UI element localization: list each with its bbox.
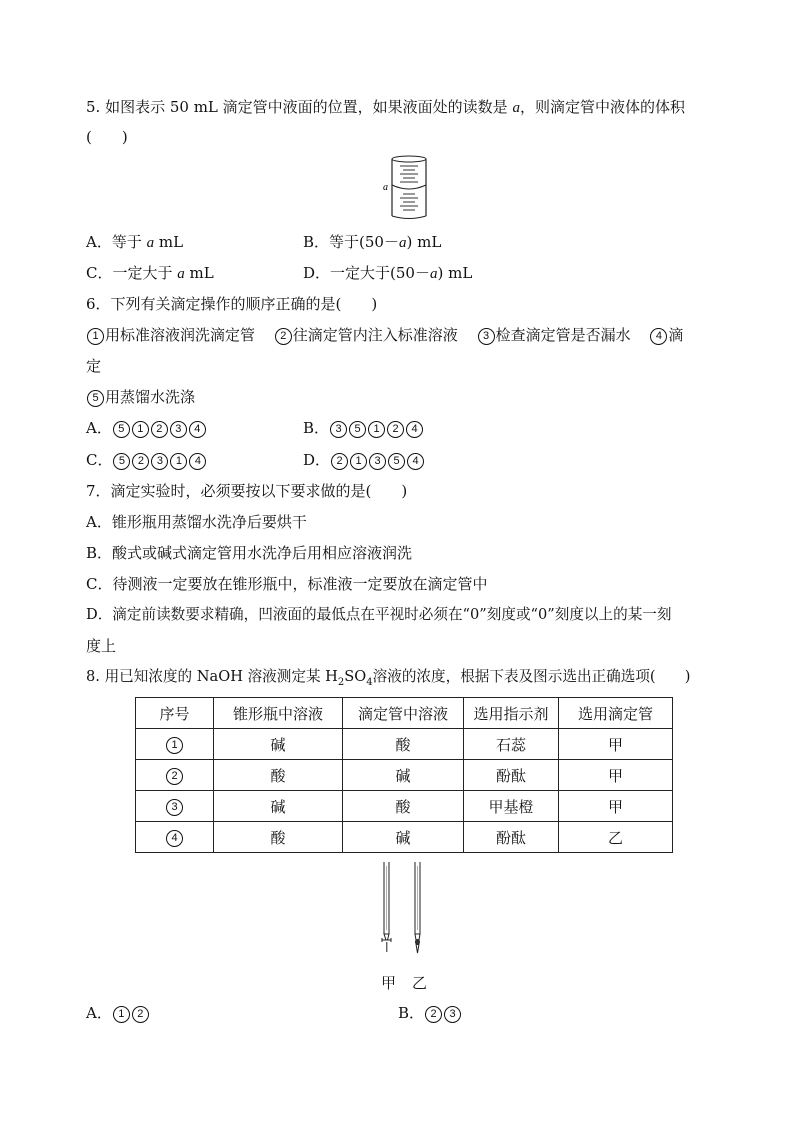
table-row	[136, 760, 673, 791]
table-cell: 石蕊	[464, 729, 559, 760]
q7-option-a: A．锥形瓶用蒸馏水洗净后要烘干	[86, 513, 307, 531]
q7-option-d-line2: 度上	[86, 637, 117, 655]
table-cell: 碱	[343, 760, 464, 791]
table-cell: 酸	[214, 760, 343, 791]
table-cell: 碱	[214, 729, 343, 760]
table-header-cell: 选用滴定管	[559, 698, 673, 729]
q6-option-c: C． 5 2 3 1 4	[86, 450, 207, 470]
q8-option-b: B． 2 3	[398, 1003, 462, 1023]
burette-yi	[415, 862, 420, 953]
row-number: 3	[166, 799, 183, 816]
table-cell: 碱	[343, 822, 464, 853]
table-cell: 甲	[559, 729, 673, 760]
table-cell: 酸	[343, 729, 464, 760]
table-row	[136, 822, 673, 853]
table-header-row	[136, 698, 673, 729]
table-cell: 酸	[214, 822, 343, 853]
table-cell: 甲	[559, 791, 673, 822]
var-a: a	[512, 100, 520, 116]
q7-stem: 7．滴定实验时，必须要按以下要求做的是( )	[86, 482, 408, 500]
q7-option-b: B．酸式或碱式滴定管用水洗净后用相应溶液润洗	[86, 544, 413, 562]
q6-steps-line1: 1 用标准溶液润洗滴定管 2 往滴定管内注入标准溶液 3 检查滴定管是否漏水 4 滴	[86, 325, 683, 345]
q5-option-a: A．等于 a mL	[86, 233, 184, 251]
q5-answer-paren: ( )	[86, 128, 128, 146]
row-number: 4	[166, 830, 183, 847]
q6-option-d: D． 2 1 3 5 4	[303, 450, 425, 470]
label-jia: 甲	[381, 974, 397, 992]
burettes-figure	[370, 860, 430, 960]
table-cell: 酚酞	[464, 760, 559, 791]
table-header-cell: 滴定管中溶液	[343, 698, 464, 729]
table-cell: 酸	[343, 791, 464, 822]
q6-steps-line2: 定	[86, 357, 102, 375]
figure-label-a: a	[383, 182, 388, 193]
table-header-cell: 序号	[136, 698, 214, 729]
q5-option-b: B．等于(50－a) mL	[303, 233, 442, 251]
row-number: 1	[166, 737, 183, 754]
q7-option-d-line1: D．滴定前读数要求精确，凹液面的最低点在平视时必须在“0”刻度或“0”刻度以上的某一刻	[86, 606, 672, 623]
reagent-table	[135, 697, 673, 853]
table-row	[136, 791, 673, 822]
q6-option-b: B． 3 5 1 2 4	[303, 418, 424, 438]
table-header-cell: 选用指示剂	[464, 698, 559, 729]
table-header-cell: 锥形瓶中溶液	[214, 698, 343, 729]
table-row	[136, 729, 673, 760]
table-cell: 甲	[559, 760, 673, 791]
label-yi: 乙	[412, 974, 428, 992]
burette-reading-figure	[378, 155, 434, 221]
table-cell: 乙	[559, 822, 673, 853]
q5-stem-line1: 5. 如图表示 50 mL 滴定管中液面的位置，如果液面处的读数是 a，则滴定管中液体的体积	[86, 98, 685, 116]
q8-option-a: A． 1 2	[86, 1003, 150, 1023]
q5-option-d: D．一定大于(50－a) mL	[303, 264, 473, 282]
q6-steps-line3: 5 用蒸馏水洗涤	[86, 387, 195, 407]
q8-stem: 8. 用已知浓度的 NaOH 溶液测定某 $H_2SO_4$溶液的浓度，根据下表及图示选出正确选项( )	[86, 668, 691, 688]
q6-option-a: A． 5 1 2 3 4	[86, 418, 207, 438]
table-cell: 酚酞	[464, 822, 559, 853]
q7-option-c: C．待测液一定要放在锥形瓶中，标准液一定要放在滴定管中	[86, 575, 488, 593]
q6-stem: 6．下列有关滴定操作的顺序正确的是( )	[86, 295, 378, 313]
row-number: 2	[166, 768, 183, 785]
table-cell: 碱	[214, 791, 343, 822]
burette-jia	[382, 862, 391, 952]
table-cell: 甲基橙	[464, 791, 559, 822]
q5-option-c: C．一定大于 a mL	[86, 264, 214, 282]
